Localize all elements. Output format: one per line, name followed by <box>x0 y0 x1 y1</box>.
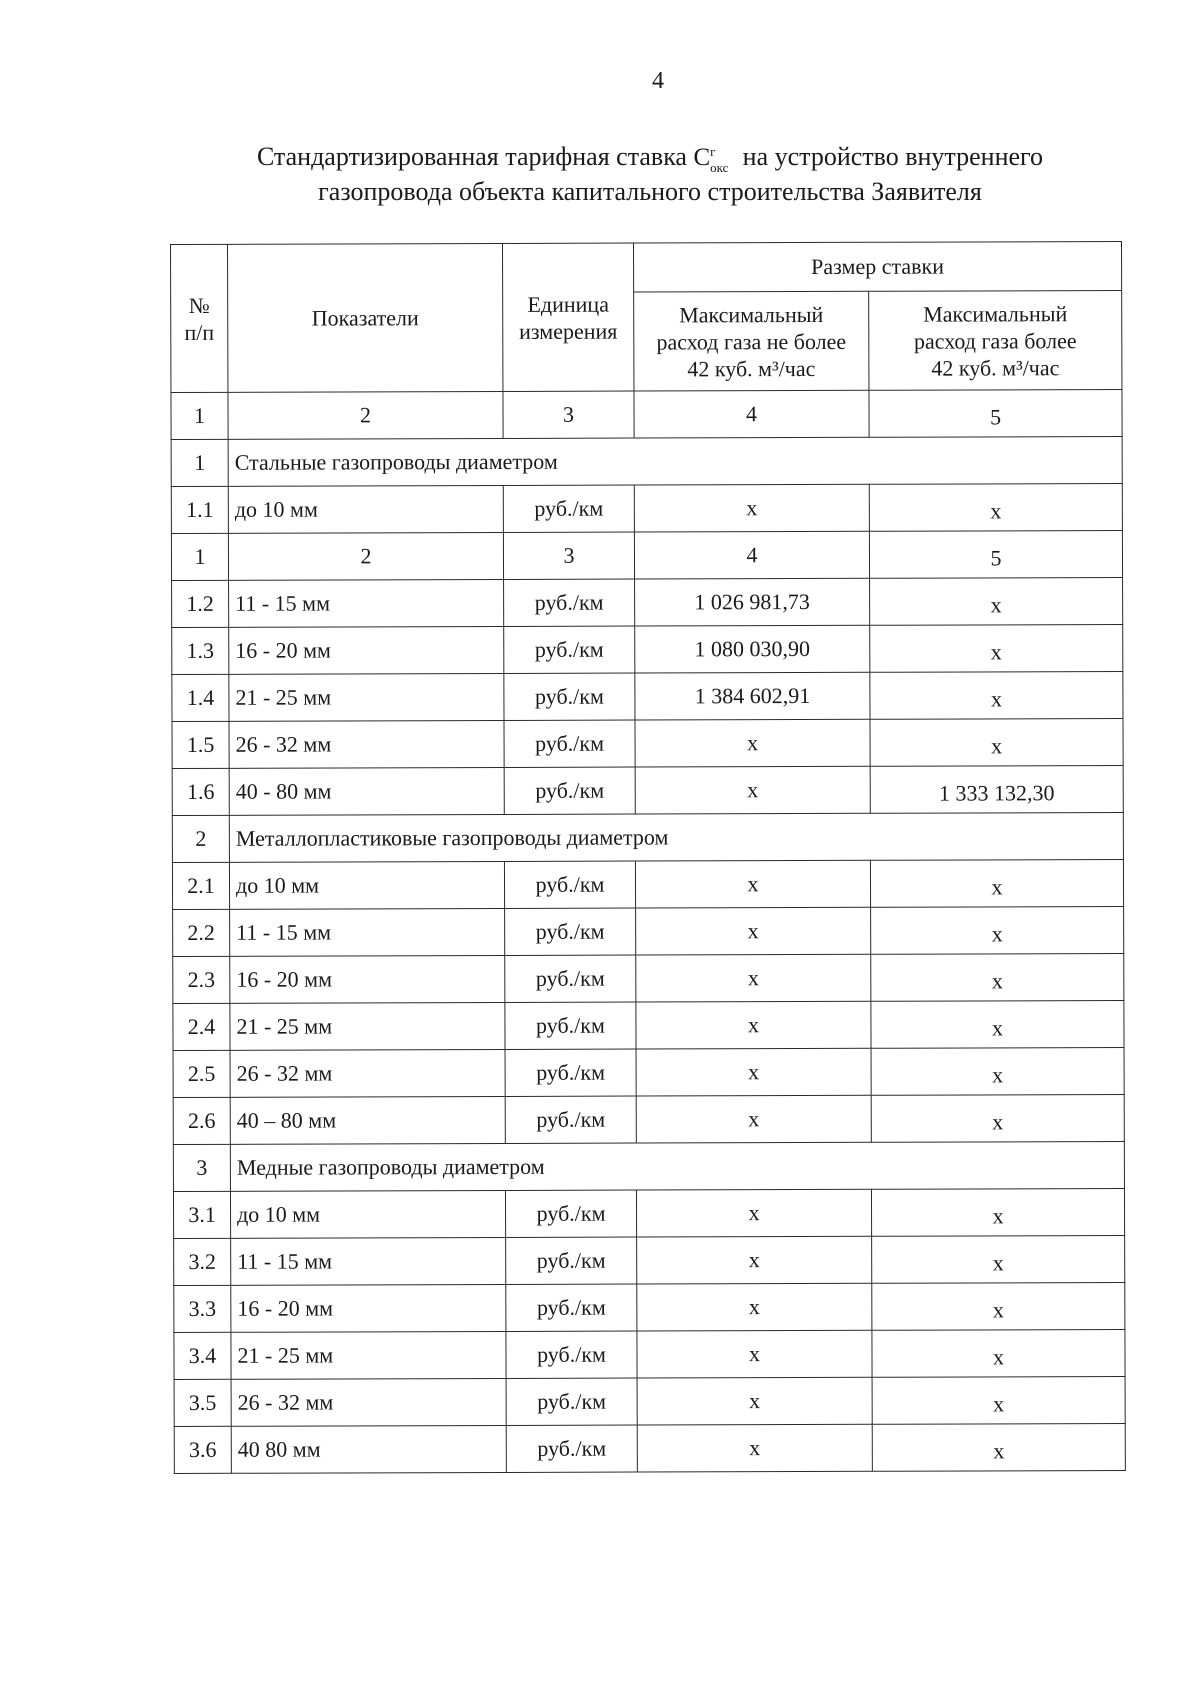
row-rate-max-42: х <box>636 1095 871 1143</box>
row-number: 1.4 <box>172 674 229 721</box>
table-header-row-1 <box>171 242 1122 294</box>
row-indicator: до 10 мм <box>228 485 503 533</box>
row-rate-over-42: 1 333 132,30 <box>870 766 1123 814</box>
row-number: 1.2 <box>172 580 229 627</box>
row-unit: руб./км <box>506 1284 637 1331</box>
row-rate-over-42: х <box>872 1236 1125 1284</box>
column-numbers-row <box>171 390 1122 440</box>
title-line-1 <box>170 140 1130 175</box>
row-unit: руб./км <box>504 720 635 767</box>
row-number: 3.6 <box>174 1426 231 1473</box>
row-rate-over-42: х <box>869 484 1122 532</box>
row-indicator: 21 - 25 мм <box>230 1002 505 1050</box>
row-unit: руб./км <box>505 1002 636 1049</box>
section-title: Медные газопроводы диаметром <box>230 1142 1124 1192</box>
row-rate-over-42: х <box>871 1095 1124 1143</box>
row-unit: руб./км <box>505 1049 636 1096</box>
row-rate-max-42: х <box>636 1001 871 1049</box>
row-indicator: 16 - 20 мм <box>231 1284 506 1332</box>
column-number: 4 <box>634 531 869 579</box>
row-indicator: 16 - 20 мм <box>229 626 504 674</box>
row-rate-max-42: х <box>636 907 871 955</box>
header-indicators: Показатели <box>228 243 503 392</box>
header-unit: Единица измерения <box>502 243 633 391</box>
row-rate-over-42: х <box>871 954 1124 1002</box>
row-rate-over-42: х <box>872 1330 1125 1378</box>
table-row <box>174 1424 1125 1474</box>
row-number: 2.6 <box>173 1097 230 1144</box>
table-row <box>172 625 1123 675</box>
row-unit: руб./км <box>505 908 636 955</box>
row-number: 2.2 <box>173 909 230 956</box>
row-indicator: 11 - 15 мм <box>230 908 505 956</box>
title-text-before: Стандартизированная тарифная ставка <box>256 142 694 171</box>
row-indicator: 11 - 15 мм <box>229 579 504 627</box>
row-number: 1.1 <box>171 486 228 533</box>
row-unit: руб./км <box>504 579 635 626</box>
header-col5: Максимальный расход газа более 42 куб. м³/час <box>869 291 1122 391</box>
row-rate-over-42: х <box>870 719 1123 767</box>
row-rate-over-42: х <box>872 1377 1125 1425</box>
table-row <box>173 1048 1124 1098</box>
row-number: 2.4 <box>173 1003 230 1050</box>
table-row <box>172 766 1123 816</box>
row-number: 2.5 <box>173 1050 230 1097</box>
row-indicator: 21 - 25 мм <box>229 673 504 721</box>
table-row <box>173 1095 1124 1145</box>
row-number: 3.3 <box>174 1285 231 1332</box>
column-number: 5 <box>869 390 1122 438</box>
row-rate-max-42: х <box>637 1283 872 1331</box>
table-row <box>171 531 1122 581</box>
row-number: 2.3 <box>173 956 230 1003</box>
row-unit: руб./км <box>505 1190 636 1237</box>
table-row <box>173 907 1124 957</box>
tariff-symbol-sup: г <box>710 144 716 159</box>
row-rate-max-42: х <box>634 484 869 532</box>
row-rate-over-42: х <box>871 1001 1124 1049</box>
section-row <box>172 813 1123 863</box>
column-number: 3 <box>503 532 634 579</box>
row-unit: руб./км <box>506 1378 637 1425</box>
row-indicator: 26 - 32 мм <box>231 1378 506 1426</box>
tariff-table <box>170 241 1126 1474</box>
row-unit: руб./км <box>504 673 635 720</box>
section-row <box>171 437 1122 487</box>
row-rate-over-42: х <box>871 1189 1124 1237</box>
row-rate-max-42: х <box>636 954 871 1002</box>
row-rate-over-42: х <box>870 672 1123 720</box>
column-number: 2 <box>228 391 503 439</box>
section-row <box>173 1142 1124 1192</box>
row-number: 3.2 <box>174 1238 231 1285</box>
tariff-table-body <box>171 242 1126 1474</box>
row-rate-max-42: х <box>635 766 870 814</box>
row-rate-max-42: х <box>636 1048 871 1096</box>
table-row <box>173 1001 1124 1051</box>
row-rate-over-42: х <box>871 1048 1124 1096</box>
table-row <box>173 1189 1124 1239</box>
row-number: 1.5 <box>172 721 229 768</box>
row-rate-max-42: х <box>637 1424 872 1472</box>
table-row <box>174 1377 1125 1427</box>
row-rate-over-42: х <box>870 578 1123 626</box>
row-unit: руб./км <box>506 1237 637 1284</box>
row-rate-max-42: х <box>637 1377 872 1425</box>
header-num: № п/п <box>171 244 228 392</box>
row-rate-max-42: 1 080 030,90 <box>635 625 870 673</box>
row-number: 2.1 <box>172 862 229 909</box>
section-number: 2 <box>172 815 229 862</box>
row-rate-over-42: х <box>870 625 1123 673</box>
section-number: 3 <box>173 1144 230 1191</box>
tariff-symbol <box>693 144 736 175</box>
table-row <box>172 860 1123 910</box>
row-number: 1.6 <box>172 768 229 815</box>
table-row <box>174 1330 1125 1380</box>
column-number: 2 <box>228 532 503 580</box>
row-number: 3.1 <box>173 1191 230 1238</box>
table-row <box>172 578 1123 628</box>
header-rate-size: Размер ставки <box>633 242 1121 293</box>
row-rate-over-42: х <box>872 1283 1125 1331</box>
column-number: 1 <box>171 392 228 439</box>
row-unit: руб./км <box>506 1331 637 1378</box>
title-line-2: газопровода объекта капитального строительства Заявителя <box>318 177 982 206</box>
row-unit: руб./км <box>505 955 636 1002</box>
row-number: 3.4 <box>174 1332 231 1379</box>
row-unit: руб./км <box>506 1425 637 1472</box>
row-indicator: 26 - 32 мм <box>229 720 504 768</box>
row-rate-max-42: 1 384 602,91 <box>635 672 870 720</box>
row-rate-max-42: х <box>637 1236 872 1284</box>
row-indicator: до 10 мм <box>229 861 504 909</box>
row-indicator: 40 - 80 мм <box>229 767 504 815</box>
row-rate-max-42: 1 026 981,73 <box>635 578 870 626</box>
row-number: 1.3 <box>172 627 229 674</box>
table-row <box>172 719 1123 769</box>
column-number: 1 <box>171 533 228 580</box>
row-unit: руб./км <box>503 485 634 532</box>
row-indicator: 21 - 25 мм <box>231 1331 506 1379</box>
page-number: 4 <box>652 68 664 94</box>
row-rate-max-42: х <box>637 1330 872 1378</box>
row-indicator: 40 80 мм <box>231 1425 506 1473</box>
row-unit: руб./км <box>505 1096 636 1143</box>
row-rate-over-42: х <box>871 907 1124 955</box>
section-title: Металлопластиковые газопроводы диаметром <box>229 813 1123 863</box>
column-number: 3 <box>503 391 634 438</box>
table-row <box>173 954 1124 1004</box>
row-rate-over-42: х <box>872 1424 1125 1472</box>
section-number: 1 <box>171 439 228 486</box>
tariff-symbol-sub: окс <box>710 160 729 175</box>
row-indicator: 40 – 80 мм <box>230 1096 505 1144</box>
table-row <box>174 1283 1125 1333</box>
row-indicator: 16 - 20 мм <box>230 955 505 1003</box>
column-number: 5 <box>869 531 1122 579</box>
header-col4: Максимальный расход газа не более 42 куб. м³/час <box>634 291 869 391</box>
row-indicator: до 10 мм <box>230 1190 505 1238</box>
row-rate-max-42: х <box>635 860 870 908</box>
row-rate-max-42: х <box>636 1189 871 1237</box>
row-rate-max-42: х <box>635 719 870 767</box>
row-unit: руб./км <box>504 861 635 908</box>
row-number: 3.5 <box>174 1379 231 1426</box>
title-text-after: на устройство внутреннего <box>736 142 1044 171</box>
table-row <box>171 484 1122 534</box>
column-number: 4 <box>634 390 869 438</box>
page-title <box>170 140 1130 209</box>
tariff-symbol-main: С <box>693 144 711 171</box>
section-title: Стальные газопроводы диаметром <box>228 437 1122 487</box>
row-indicator: 26 - 32 мм <box>230 1049 505 1097</box>
row-indicator: 11 - 15 мм <box>231 1237 506 1285</box>
row-unit: руб./км <box>504 626 635 673</box>
table-row <box>172 672 1123 722</box>
row-rate-over-42: х <box>870 860 1123 908</box>
row-unit: руб./км <box>504 767 635 814</box>
table-row <box>174 1236 1125 1286</box>
